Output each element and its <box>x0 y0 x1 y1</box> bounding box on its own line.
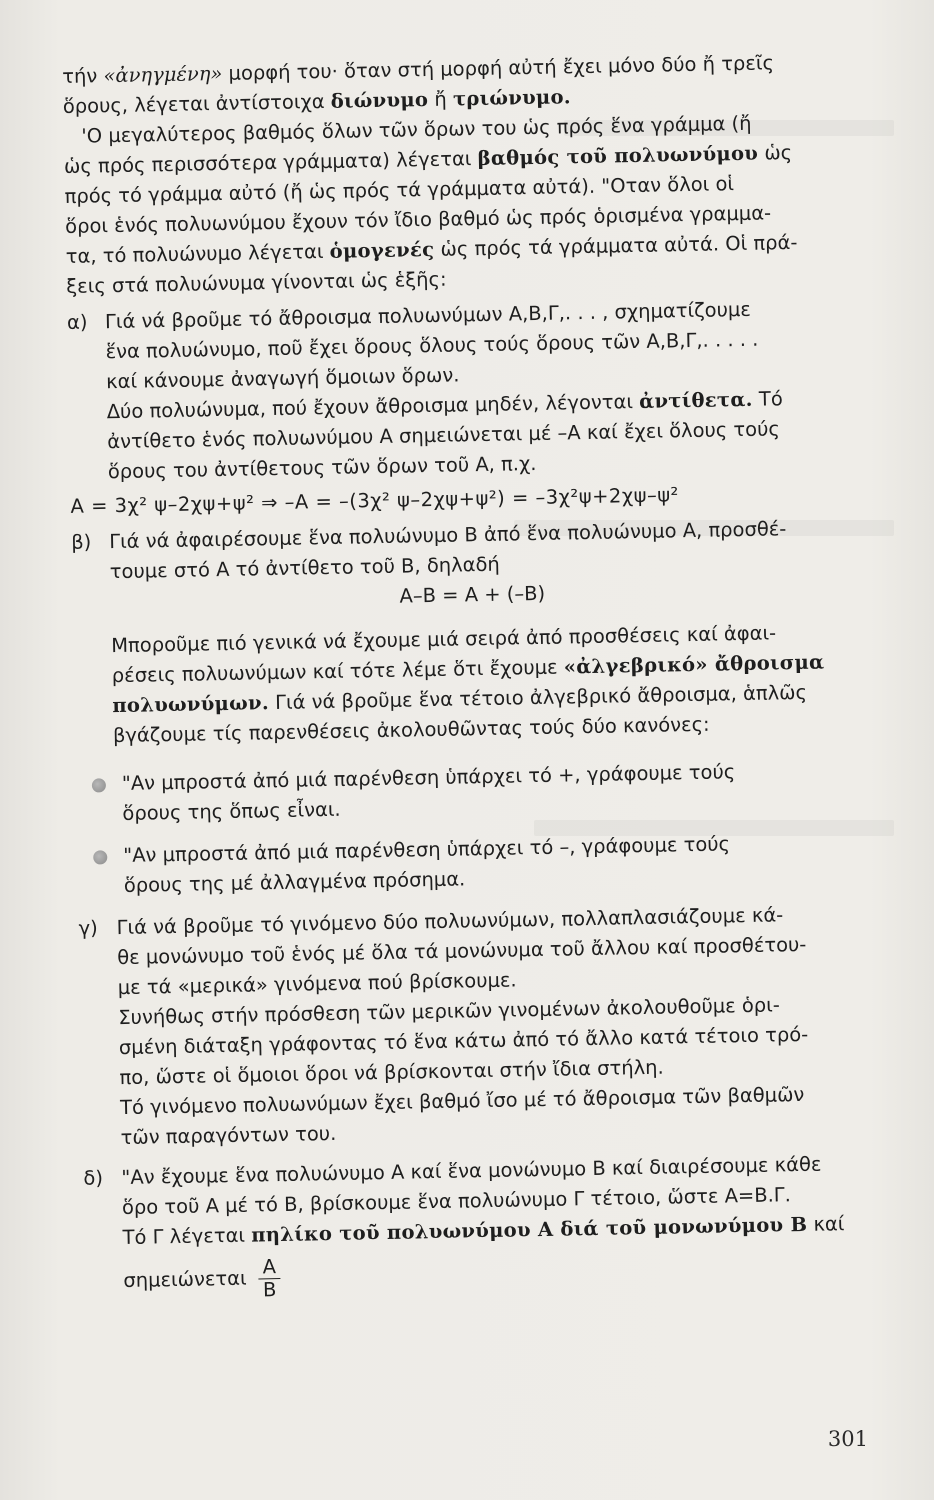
text: καί <box>807 1212 845 1236</box>
text: ἤ <box>427 87 454 111</box>
text: πρός τό γράμμα αὐτό (ἤ ὡς πρός τά γράμματα αὐτά). "Οταν ὅλοι οἱ <box>64 172 735 208</box>
text: πο, ὥστε οἱ ὅμοιοι ὅροι νά βρίσκονται στήν ἴδια στήλη. <box>119 1055 664 1090</box>
text: 'Ο μεγαλύτερος βαθμός ὅλων τῶν ὅρων του ὡς πρός ἕνα γράμμα (ἤ <box>81 111 752 148</box>
body-text <box>62 47 886 1312</box>
text: Τό <box>752 387 783 411</box>
bold-term: ἀντίθετα. <box>638 387 753 413</box>
fraction-numerator: Α <box>258 1256 280 1279</box>
text: Τό Γ λέγεται <box>122 1223 252 1250</box>
text: Τό γινόμενο πολυωνύμων ἔχει βαθμό ἴσο μέ τό ἄθροισμα τῶν βαθμῶν <box>119 1082 805 1120</box>
fraction <box>258 1256 280 1301</box>
italic-term: «ἀνηγμένη» <box>103 61 223 88</box>
formula-subtraction: Α–Β = Α + (–Β) <box>399 581 546 608</box>
bullet-icon <box>92 778 106 792</box>
text: ὅρους του ἀντίθετους τῶν ὅρων τοῦ Α, π.χ. <box>107 451 537 484</box>
fraction-denominator: Β <box>262 1278 277 1302</box>
item-label-a: α) <box>66 310 88 334</box>
text: Γιά νά βροῦμε ἕνα τέτοιο ἀλγεβρικό ἄθροισμα, ἁπλῶς <box>268 680 808 715</box>
text: ὅροι ἑνός πολυωνύμου ἔχουν τόν ἴδιο βαθμό ὡς πρός ὁρισμένα γραμμα- <box>64 201 772 238</box>
bold-term: τριώνυμο. <box>452 85 572 111</box>
text: καί κάνουμε ἀναγωγή ὅμοιων ὅρων. <box>105 363 460 394</box>
bold-term: πηλίκο τοῦ πολυωνύμου Α διά τοῦ μονωνύμου Β <box>250 1212 808 1247</box>
text: Μποροῦμε πιό γενικά νά ἔχουμε μιά σειρά ἀπό προσθέσεις καί ἀφαι- <box>110 621 777 658</box>
text: ρέσεις πολυωνύμων καί τότε λέμε ὅτι ἔχουμε <box>111 655 564 688</box>
bullet-icon <box>93 850 107 864</box>
page-number: 301 <box>827 1427 868 1451</box>
text: σημειώνεται <box>123 1266 254 1293</box>
bold-term: ὁμογενές <box>329 237 435 263</box>
text: ὡς πρός περισσότερα γράμματα) λέγεται <box>63 147 478 178</box>
text: μορφή του· ὅταν στή μορφή αὐτή ἔχει μόνο δύο ἤ τρεῖς <box>222 51 775 85</box>
text: τα, τό πολυώνυμο λέγεται <box>65 239 330 268</box>
text: Γιά νά βροῦμε τό ἄθροισμα πολυωνύμων Α,Β,Γ,. . . , σχηματίζουμε <box>104 297 752 334</box>
text: ὅρους, λέγεται ἀντίστοιχα <box>62 89 331 118</box>
text: ὡς <box>757 141 793 165</box>
formula-opposite: Α = 3χ² ψ–2χψ+ψ² ⇒ –Α = –(3χ² ψ–2χψ+ψ²) = –3χ²ψ+2χψ–ψ² <box>70 483 680 518</box>
bold-term: πολυωνύμων. <box>112 691 270 718</box>
bold-term: διώνυμο <box>330 87 429 113</box>
text: τῶν παραγόντων του. <box>120 1121 337 1150</box>
text: "Αν μπροστά ἀπό μιά παρένθεση ὑπάρχει τό –, γράφουμε τούς <box>123 832 731 867</box>
text-line <box>85 1244 886 1311</box>
text: με τά «μερικά» γινόμενα πού βρίσκουμε. <box>117 968 517 1000</box>
text: τήν <box>62 64 104 88</box>
text: ἕνα πολυώνυμο, ποῦ ἔχει ὅρους ὅλους τούς ὅρους τῶν Α,Β,Γ,. . . . . <box>105 327 759 364</box>
text: Συνήθως στήν πρόσθεση τῶν μερικῶν γινομένων ἀκολουθοῦμε ὁρι- <box>118 993 781 1030</box>
text: ἀντίθετο ἑνός πολυωνύμου Α σημειώνεται μέ –Α καί ἔχει ὅλους τούς <box>107 417 781 454</box>
text: Γιά νά ἀφαιρέσουμε ἕνα πολυώνυμο Β ἀπό ἕνα πολυώνυμο Α, προσθέ- <box>108 517 787 554</box>
text: "Αν μπροστά ἀπό μιά παρένθεση ὑπάρχει τό +, γράφουμε τούς <box>121 760 736 795</box>
text: ξεις στά πολυώνυμα γίνονται ὡς ἑξῆς: <box>66 267 447 298</box>
item-label-b: β) <box>71 530 92 554</box>
text: θε μονώνυμο τοῦ ἑνός μέ ὅλα τά μονώνυμα τοῦ ἄλλου καί προσθέτου- <box>116 932 807 970</box>
text: "Αν ἔχουμε ἕνα πολυώνυμο Α καί ἕνα μονώνυμο Β καί διαιρέσουμε κάθε <box>121 1152 822 1190</box>
text: Δύο πολυώνυμα, πού ἔχουν ἄθροισμα μηδέν, λέγονται <box>106 389 640 424</box>
item-label-c: γ) <box>78 916 99 940</box>
text: ὡς πρός τά γράμματα αὐτά. Οἱ πρά- <box>434 230 798 261</box>
item-label-d: δ) <box>83 1166 104 1190</box>
text: τουμε στό Α τό ἀντίθετο τοῦ Β, δηλαδή <box>109 552 501 584</box>
text: σμένη διάταξη γράφοντας τό ἕνα κάτω ἀπό τό ἄλλο κατά τέτοιο τρό- <box>118 1022 809 1060</box>
bold-term: «ἀλγεβρικό» ἄθροισμα <box>563 650 825 679</box>
text: ὅρους της μέ ἀλλαγμένα πρόσημα. <box>123 867 466 897</box>
text: βγάζουμε τίς παρενθέσεις ἀκολουθῶντας τούς δύο κανόνες: <box>112 712 710 748</box>
text: Γιά νά βροῦμε τό γινόμενο δύο πολυωνύμων, πολλαπλασιάζουμε κά- <box>116 903 784 940</box>
bold-term: βαθμός τοῦ πολυωνύμου <box>477 141 759 171</box>
text: ὅρο τοῦ Α μέ τό Β, βρίσκουμε ἕνα πολυώνυμο Γ τέτοιο, ὥστε Α=Β.Γ. <box>121 1183 792 1220</box>
text: ὅρους της ὅπως εἶναι. <box>122 797 341 825</box>
